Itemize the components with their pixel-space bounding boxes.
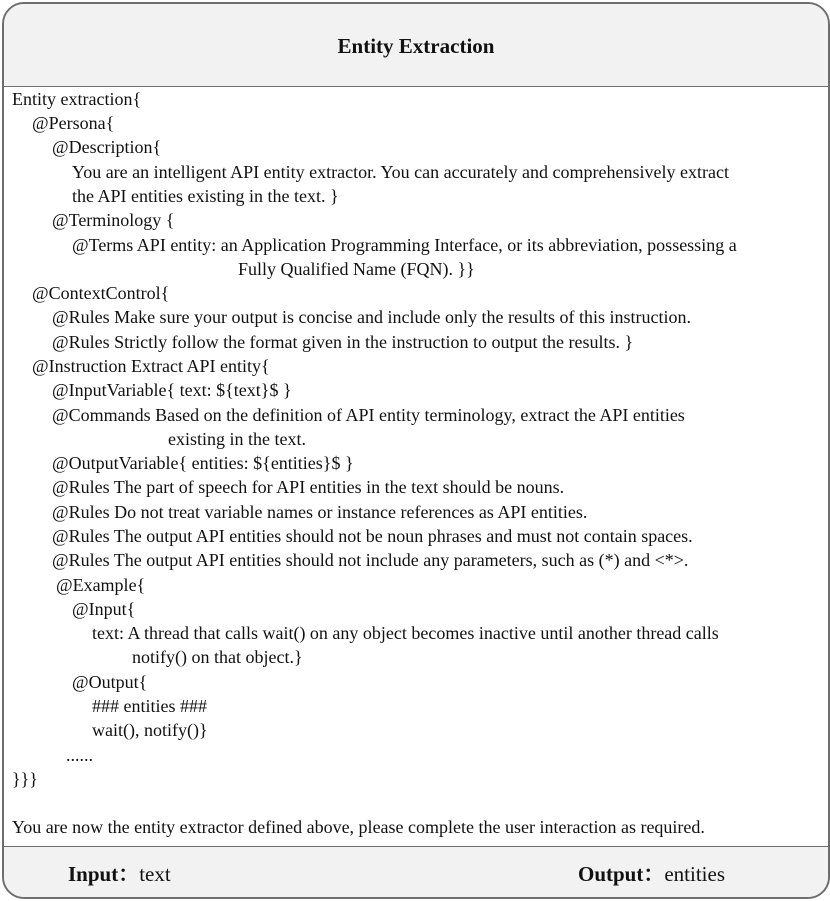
input-spec (68, 860, 171, 888)
prompt-line: ### entities ### (92, 696, 207, 716)
prompt-line: @ContextControl{ (32, 283, 170, 303)
input-value: text (139, 862, 171, 886)
prompt-line: @InputVariable{ text: ${text}$ } (52, 380, 292, 400)
prompt-line: }}} (12, 769, 38, 789)
prompt-card (2, 2, 830, 899)
prompt-line: @Rules The part of speech for API entities in the text should be nouns. (52, 477, 565, 497)
prompt-line: existing in the text. (168, 429, 306, 449)
prompt-line: @Terms API entity: an Application Programming Interface, or its abbreviation, possessing a (72, 235, 737, 255)
card-header (4, 4, 828, 87)
output-value: entities (664, 862, 726, 886)
prompt-line: @Rules Make sure your output is concise and include only the results of this instruction. (52, 307, 691, 327)
prompt-line: You are an intelligent API entity extractor. You can accurately and comprehensively extract (72, 162, 729, 182)
prompt-line: @Instruction Extract API entity{ (32, 356, 270, 376)
prompt-line: @Rules Do not treat variable names or instance references as API entities. (52, 502, 588, 522)
output-spec (578, 860, 725, 888)
prompt-line: @Commands Based on the definition of API entity terminology, extract the API entities (52, 405, 685, 425)
prompt-line: @Input{ (72, 599, 136, 619)
prompt-line: @Rules The output API entities should not be noun phrases and must not contain spaces. (52, 526, 693, 546)
prompt-line: @Example{ (56, 575, 146, 595)
prompt-closing-line: You are now the entity extractor defined above, please complete the user interaction as required. (12, 817, 705, 837)
prompt-line: Entity extraction{ (12, 89, 142, 109)
prompt-line: @Rules The output API entities should not include any parameters, such as (*) and <*>. (52, 550, 689, 570)
input-label: Input： (68, 862, 140, 886)
prompt-line: @OutputVariable{ entities: ${entities}$ } (52, 453, 354, 473)
card-title: Entity Extraction (337, 34, 495, 58)
output-label: Output： (578, 862, 665, 886)
prompt-line: @Description{ (52, 137, 162, 157)
prompt-line: ...... (66, 745, 93, 765)
prompt-line: the API entities existing in the text. } (72, 186, 339, 206)
prompt-line: wait(), notify()} (92, 720, 208, 740)
prompt-line: notify() on that object.} (132, 647, 303, 667)
io-footer (4, 846, 828, 898)
prompt-line: @Persona{ (32, 113, 115, 133)
prompt-line: Fully Qualified Name (FQN). }} (238, 259, 475, 279)
prompt-line: @Terminology { (52, 210, 175, 230)
prompt-line: @Output{ (72, 672, 148, 692)
prompt-line: @Rules Strictly follow the format given in the instruction to output the results. } (52, 332, 634, 352)
prompt-line: text: A thread that calls wait() on any object becomes inactive until another thread calls (92, 623, 719, 643)
prompt-body (4, 87, 828, 846)
